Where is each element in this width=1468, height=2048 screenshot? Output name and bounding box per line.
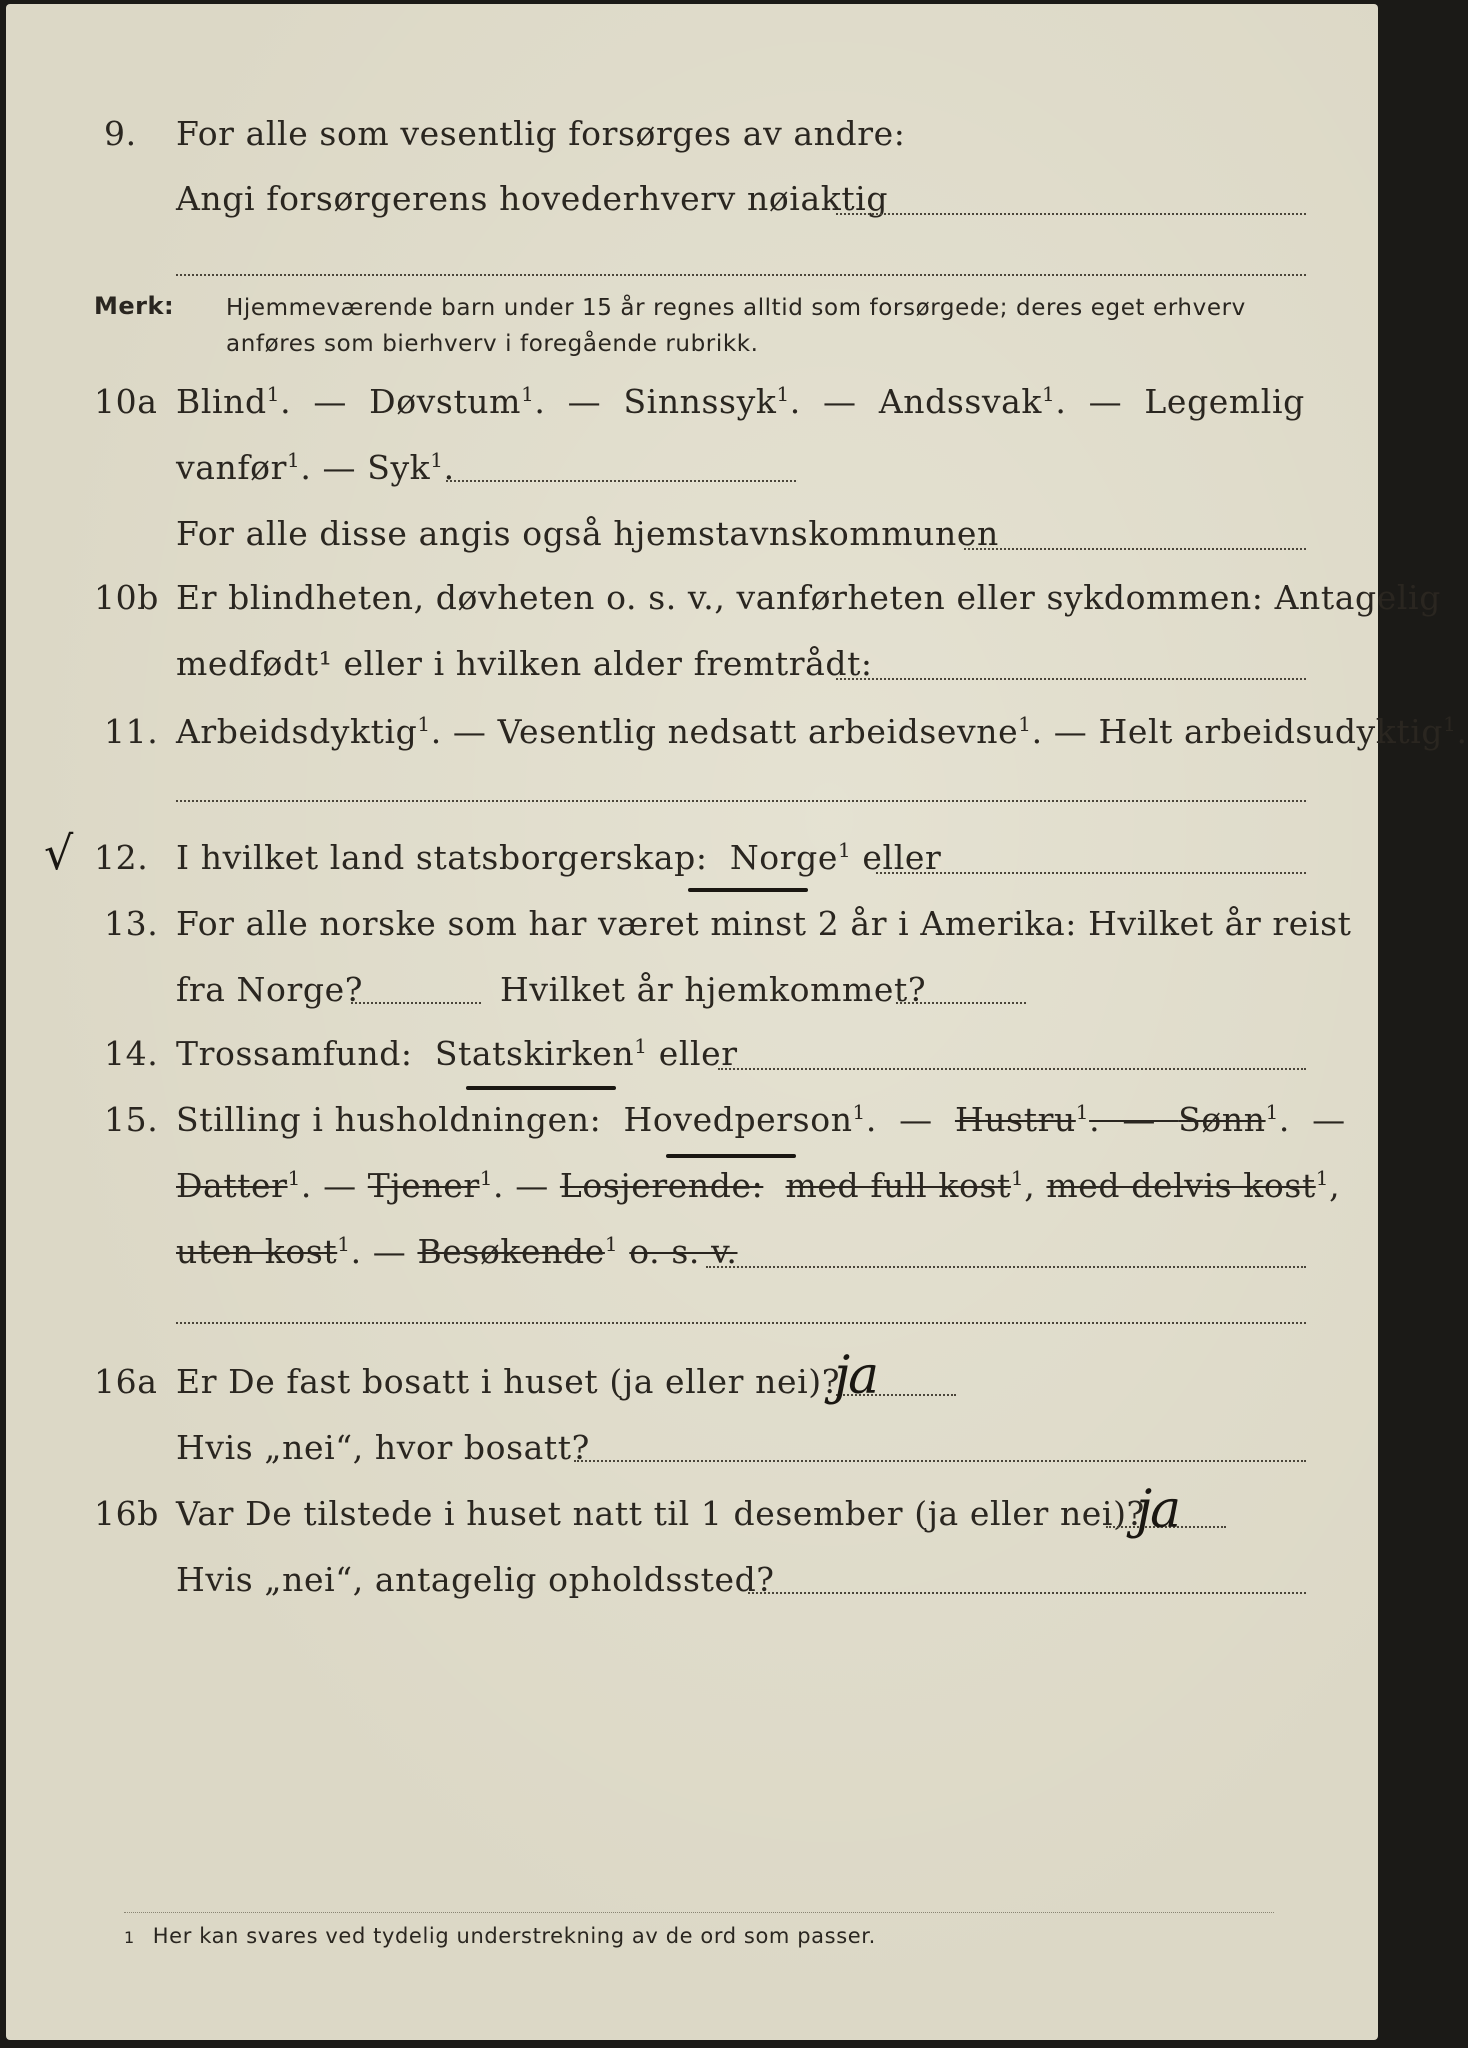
option-helt-arbeidsudyktig[interactable]: Helt arbeidsudyktig — [1098, 712, 1444, 751]
question-10b-line2 — [6, 644, 1378, 704]
option-vesentlig-nedsatt[interactable]: Vesentlig nedsatt arbeidsevne — [497, 712, 1019, 751]
question-text: Trossamfund: Statskirken$^1$ eller — [176, 1034, 738, 1073]
answer-field[interactable] — [176, 1322, 1306, 1324]
question-label: Stilling i husholdningen: — [176, 1100, 602, 1139]
census-form-page — [6, 4, 1468, 2040]
option-sonn[interactable]: Sønn — [1178, 1100, 1266, 1139]
question-number: 10b — [94, 578, 159, 617]
question-10a-line3 — [6, 514, 1378, 574]
option-tjener[interactable]: Tjener — [367, 1166, 480, 1205]
question-text: Er De fast bosatt i huset (ja eller nei)? — [176, 1362, 840, 1401]
answer-field[interactable] — [748, 1592, 1306, 1594]
question-label: I hvilket land statsborgerskap: — [176, 838, 708, 877]
option-norge[interactable]: Norge — [729, 838, 838, 877]
answer-field[interactable] — [176, 274, 1306, 276]
option-hustru[interactable]: Hustru — [954, 1100, 1076, 1139]
option-arbeidsdyktig[interactable]: Arbeidsdyktig — [176, 712, 418, 751]
question-number: 16b — [94, 1494, 159, 1533]
answer-field[interactable] — [718, 1068, 1306, 1070]
question-number: 13. — [104, 904, 159, 943]
question-number: 15. — [104, 1100, 159, 1139]
answer-field[interactable] — [706, 1266, 1306, 1268]
question-text: medfødt¹ eller i hvilken alder fremtrådt: — [176, 644, 873, 683]
option-legemlig[interactable]: Legemlig — [1144, 382, 1305, 421]
footnote — [124, 1924, 876, 1948]
question-text: Er blindheten, døvheten o. s. v., vanførheten eller sykdommen: Antagelig — [176, 578, 1441, 617]
option-dovstum[interactable]: Døvstum — [369, 382, 522, 421]
option-statskirken[interactable]: Statskirken — [434, 1034, 635, 1073]
footnote-divider — [124, 1912, 1274, 1913]
note-text — [226, 290, 1246, 362]
question-16a-line2 — [6, 1428, 1378, 1488]
option-vanfor[interactable]: vanfør — [176, 448, 288, 487]
question-15-line3 — [6, 1232, 1378, 1292]
question-number: 16a — [94, 1362, 158, 1401]
note-line: anføres som bierhverv i foregående rubrikk. — [226, 331, 759, 357]
question-16b-line2 — [6, 1560, 1378, 1620]
answer-field[interactable] — [574, 1460, 1306, 1462]
question-15 — [6, 1100, 1378, 1160]
option-andssvak[interactable]: Andssvak — [878, 382, 1043, 421]
option-losjerende[interactable]: Losjerende: — [559, 1166, 764, 1205]
question-9-line2 — [6, 179, 1378, 239]
question-number: 14. — [104, 1034, 159, 1073]
footnote-text: Her kan svares ved tydelig understrekning av de ord som passer. — [152, 1924, 876, 1948]
answer-field[interactable] — [836, 678, 1306, 680]
option-eller: eller — [862, 838, 942, 877]
question-text: Hvis „nei“, hvor bosatt? — [176, 1428, 590, 1467]
question-text: I hvilket land statsborgerskap: Norge$^1$ eller — [176, 838, 942, 877]
question-text: vanfør$^1$. — Syk$^1$. — [176, 448, 455, 487]
question-text: Angi forsørgerens hovederhverv nøiaktig — [176, 179, 889, 218]
option-osv: o. s. v. — [629, 1232, 738, 1271]
question-number: 10a — [94, 382, 158, 421]
question-15-line2 — [6, 1166, 1378, 1226]
handwritten-answer: ja — [1136, 1480, 1180, 1540]
question-text: Datter$^1$. — Tjener$^1$. — Losjerende: med full kost$^1$, med delvis kost$^1$, — [176, 1166, 1341, 1205]
answer-field[interactable] — [446, 480, 796, 482]
option-blind[interactable]: Blind — [176, 382, 267, 421]
question-16a — [6, 1362, 1378, 1422]
option-besokende[interactable]: Besøkende — [417, 1232, 605, 1271]
question-text: Blind$^1$. — Døvstum$^1$. — Sinnssyk$^1$. — Andssvak$^1$. — Legemlig — [176, 382, 1305, 421]
note-line: Hjemmeværende barn under 15 år regnes alltid som forsørgede; deres eget erhverv — [226, 295, 1246, 321]
answer-field-reist[interactable] — [351, 1002, 481, 1004]
footnote-marker: 1 — [124, 1928, 135, 1947]
option-hovedperson[interactable]: Hovedperson — [623, 1100, 853, 1139]
question-13 — [6, 904, 1378, 964]
answer-field[interactable] — [836, 213, 1306, 215]
option-syk[interactable]: Syk — [367, 448, 431, 487]
checkmark-icon: √ — [44, 826, 72, 880]
question-text: For alle norske som har været minst 2 år i Amerika: Hvilket år reist — [176, 904, 1352, 943]
handwritten-answer: ja — [834, 1346, 878, 1406]
question-text: Arbeidsdyktig$^1$. — Vesentlig nedsatt arbeidsevne$^1$. — Helt arbeidsudyktig$^1$. — [176, 712, 1468, 751]
question-text: Hvilket år hjemkommet? — [500, 970, 927, 1009]
note-label: Merk: — [94, 292, 175, 320]
question-number: 12. — [94, 838, 149, 877]
question-text: Hvis „nei“, antagelig opholdssted? — [176, 1560, 775, 1599]
option-med-full-kost[interactable]: med full kost — [785, 1166, 1011, 1205]
option-uten-kost[interactable]: uten kost — [176, 1232, 338, 1271]
question-label: Trossamfund: — [176, 1034, 413, 1073]
question-10a-line2 — [6, 448, 1378, 508]
question-14 — [6, 1034, 1378, 1094]
option-med-delvis-kost[interactable]: med delvis kost — [1046, 1166, 1316, 1205]
option-eller: eller — [658, 1034, 738, 1073]
underline-mark — [666, 1154, 796, 1158]
question-13-line2 — [6, 970, 1378, 1030]
underline-mark — [466, 1086, 616, 1090]
option-datter[interactable]: Datter — [176, 1166, 288, 1205]
answer-field-hjemkommet[interactable] — [896, 1002, 1026, 1004]
question-text: For alle som vesentlig forsørges av andre: — [176, 114, 906, 153]
question-text: Stilling i husholdningen: Hovedperson$^1$. — Hustru$^1$. — Sønn$^1$. — — [176, 1100, 1346, 1139]
question-number: 9. — [104, 114, 137, 153]
question-text: Var De tilstede i huset natt til 1 desember (ja eller nei)? — [176, 1494, 1145, 1533]
answer-field[interactable] — [964, 548, 1306, 550]
question-10b — [6, 578, 1441, 638]
underline-mark — [688, 888, 808, 892]
question-9 — [6, 114, 1378, 174]
question-10a — [6, 382, 1378, 442]
answer-field[interactable] — [176, 800, 1306, 802]
answer-field[interactable] — [876, 872, 1306, 874]
question-text: fra Norge? — [176, 970, 364, 1009]
question-text: uten kost$^1$. — Besøkende$^1$ o. s. v. — [176, 1232, 738, 1271]
question-text: For alle disse angis også hjemstavnskommunen — [176, 514, 999, 553]
option-sinnssyk[interactable]: Sinnssyk — [623, 382, 777, 421]
question-number: 11. — [104, 712, 159, 751]
question-11 — [6, 712, 1468, 772]
